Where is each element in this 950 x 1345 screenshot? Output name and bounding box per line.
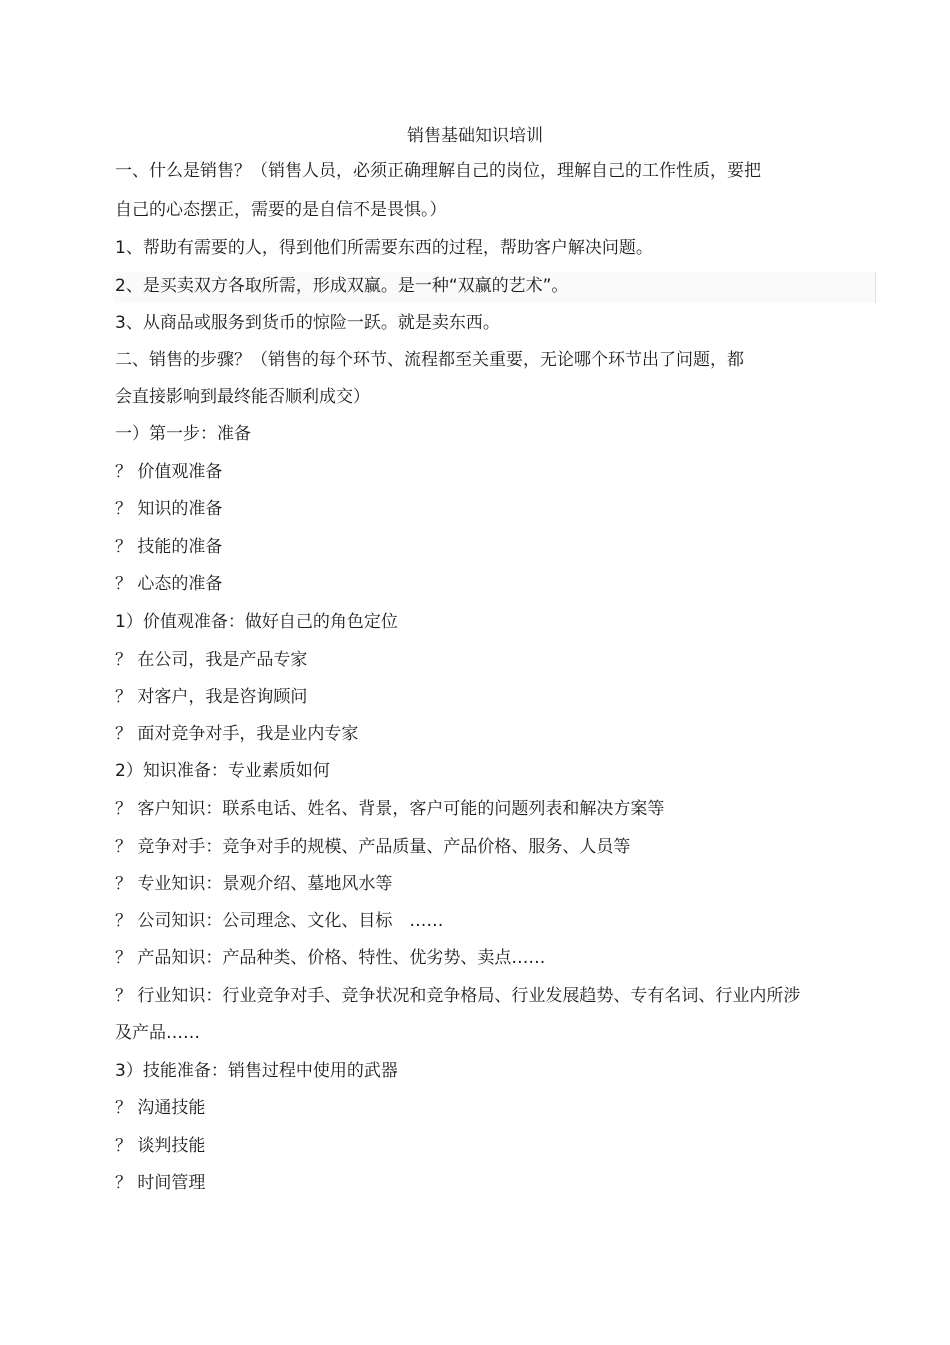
subsection-heading: 3）技能准备：销售过程中使用的武器 (115, 1061, 398, 1081)
paragraph-line: 会直接影响到最终能否顺利成交） (115, 387, 370, 407)
list-item: ？ 知识的准备 (115, 499, 223, 519)
list-item: ？ 产品知识：产品种类、价格、特性、优劣势、卖点…… (115, 948, 546, 968)
list-item: ？ 在公司，我是产品专家 (115, 650, 308, 670)
section-heading-what-is-sales: 一、什么是销售？（销售人员，必须正确理解自己的岗位，理解自己的工作性质，要把 (115, 161, 761, 181)
paragraph-line: 1、帮助有需要的人，得到他们所需要东西的过程，帮助客户解决问题。 (115, 238, 653, 258)
list-item: ？ 专业知识：景观介绍、墓地风水等 (115, 874, 393, 894)
list-item: ？ 行业知识：行业竞争对手、竞争状况和竞争格局、行业发展趋势、专有名词、行业内所涉 (115, 986, 801, 1006)
list-item: ？ 竞争对手：竞争对手的规模、产品质量、产品价格、服务、人员等 (115, 837, 631, 857)
list-item: ？ 公司知识：公司理念、文化、目标 …… (115, 911, 444, 931)
subsection-heading: 一）第一步：准备 (115, 424, 251, 444)
list-item: ？ 面对竞争对手，我是业内专家 (115, 724, 359, 744)
paragraph-line: 及产品…… (115, 1023, 200, 1043)
list-item: ？ 价值观准备 (115, 462, 223, 482)
list-item: ？ 谈判技能 (115, 1136, 206, 1156)
document-title: 销售基础知识培训 (407, 126, 543, 146)
list-item: ？ 心态的准备 (115, 574, 223, 594)
list-item: ？ 对客户，我是咨询顾问 (115, 687, 308, 707)
section-heading-sales-steps: 二、销售的步骤？（销售的每个环节、流程都至关重要，无论哪个环节出了问题，都 (115, 350, 744, 370)
list-item: ？ 沟通技能 (115, 1098, 206, 1118)
subsection-heading: 1）价值观准备：做好自己的角色定位 (115, 612, 398, 632)
list-item: ？ 时间管理 (115, 1173, 206, 1193)
paragraph-line: 2、是买卖双方各取所需，形成双赢。是一种“双赢的艺术”。 (115, 276, 569, 296)
subsection-heading: 2）知识准备：专业素质如何 (115, 761, 330, 781)
paragraph-line: 3、从商品或服务到货币的惊险一跃。就是卖东西。 (115, 313, 500, 333)
paragraph-line: 自己的心态摆正，需要的是自信不是畏惧。） (115, 200, 447, 220)
list-item: ？ 客户知识：联系电话、姓名、背景，客户可能的问题列表和解决方案等 (115, 799, 665, 819)
list-item: ？ 技能的准备 (115, 537, 223, 557)
